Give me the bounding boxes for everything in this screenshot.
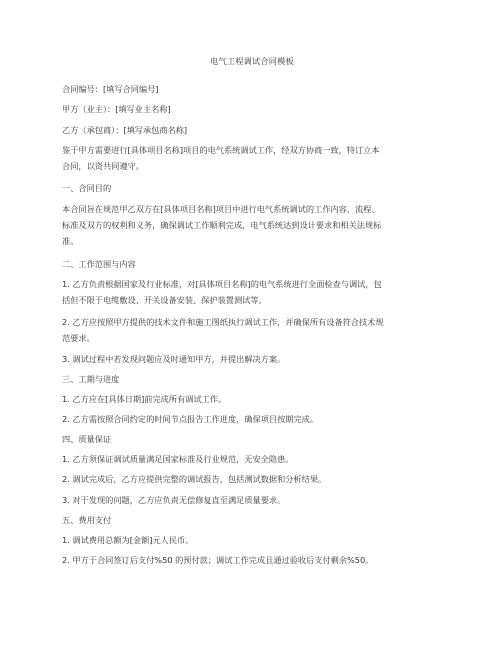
paragraph-line: 标准及双方的权利和义务，确保调试工作顺利完成，电气系统达到设计要求和相关法规标	[62, 220, 382, 230]
section-4-heading: 四、质量保证	[62, 434, 112, 444]
section-1-paragraph	[62, 201, 442, 249]
section-4-item-3: 3. 对于发现的问题，乙方应负责无偿修复直至满足质量要求。	[62, 495, 286, 505]
section-4-item-1: 1. 乙方须保证调试质量满足国家标准及行业规范，无安全隐患。	[62, 454, 294, 464]
section-2-item-1	[62, 276, 442, 308]
paragraph-line: 准。	[62, 236, 79, 246]
section-4-item-2: 2. 调试完成后，乙方应提供完整的调试报告，包括测试数据和分析结果。	[62, 474, 327, 484]
section-2-heading: 二、工作范围与内容	[62, 259, 136, 269]
section-5-item-2: 2. 甲方于合同签订后支付%50 的预付款；调试工作完成且通过验收后支付剩余%50。	[62, 555, 374, 565]
paragraph-line: 1. 乙方负责根据国家及行业标准，对[具体项目名称]的电气系统进行全面检查与调试，包	[62, 279, 382, 289]
section-5-heading: 五、费用支付	[62, 515, 112, 525]
intro-paragraph	[62, 142, 442, 174]
section-3-item-2: 2. 乙方需按照合同约定的时间节点报告工作进度，确保项目按期完成。	[62, 414, 319, 424]
paragraph-line: 括但不限于电缆敷设、开关设备安装、保护装置测试等。	[62, 295, 267, 305]
section-2-item-2	[62, 314, 442, 346]
paragraph-line: 2. 乙方应按照甲方提供的技术文件和施工图纸执行调试工作，并确保所有设备符合技术规	[62, 317, 384, 327]
paragraph-line: 范要求。	[62, 333, 95, 343]
section-2-item-3: 3. 调试过程中若发现问题应及时通知甲方，并提出解决方案。	[62, 354, 286, 364]
paragraph-line: 本合同旨在规范甲乙双方在[具体项目名称]项目中进行电气系统调试的工作内容、流程、	[62, 204, 380, 214]
party-a: 甲方（业主）：[填写业主名称]	[62, 104, 171, 114]
party-b: 乙方（承包商）：[填写承包商名称]	[62, 125, 188, 135]
intro-line: 合同，以资共同遵守。	[62, 161, 144, 171]
contract-number: 合同编号：[填写合同编号]	[62, 84, 159, 94]
document-title: 电气工程调试合同模板	[210, 56, 294, 66]
section-5-item-1: 1. 调试费用总额为[金额]元人民币。	[62, 535, 194, 545]
section-3-item-1: 1. 乙方应在[具体日期]前完成所有调试工作。	[62, 394, 227, 404]
section-3-heading: 三、工期与进度	[62, 374, 120, 384]
section-1-heading: 一、合同目的	[62, 183, 112, 193]
intro-line: 鉴于甲方需要进行[具体项目名称]项目的电气系统调试工作，经双方协商一致，特订立本	[62, 145, 380, 155]
